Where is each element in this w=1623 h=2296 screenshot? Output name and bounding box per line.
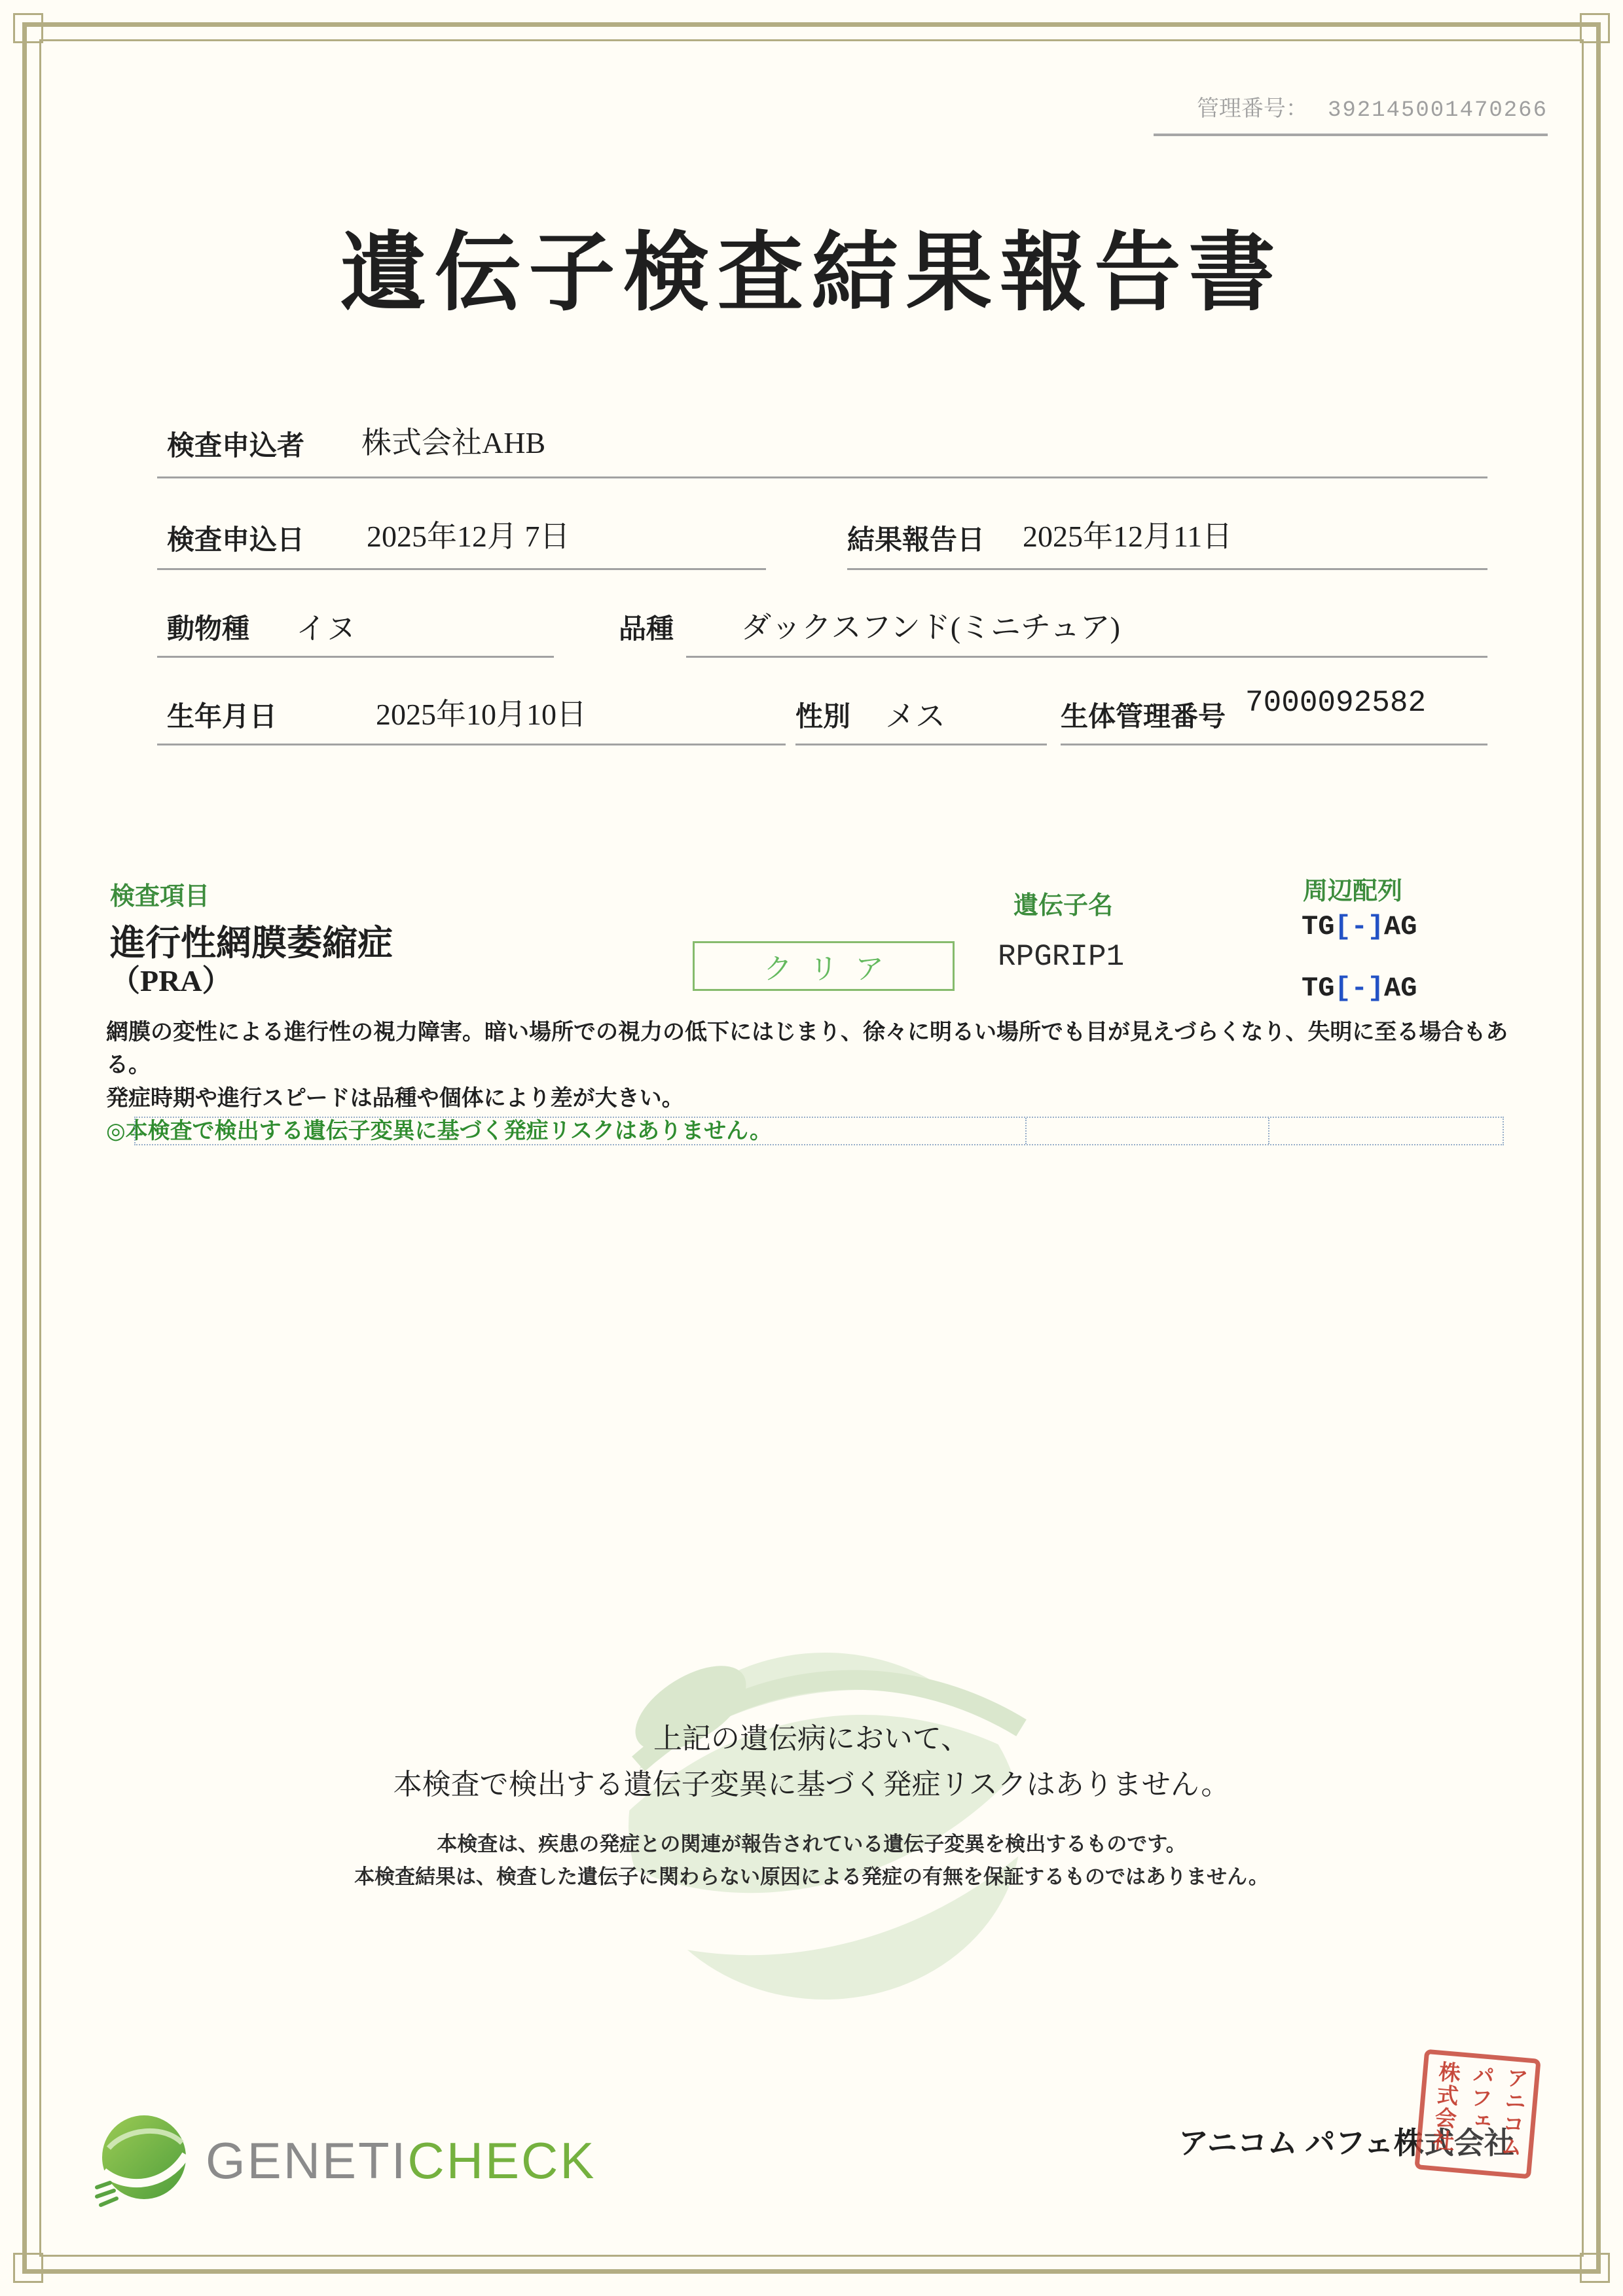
risk-note: ◎本検査で検出する遺伝子変異に基づく発症リスクはありません。 <box>106 1118 773 1143</box>
species-value: イヌ <box>296 612 356 645</box>
field-underline <box>686 656 1487 658</box>
sequence-variant: [-] <box>1334 911 1385 942</box>
sequence-line-1 <box>1302 911 1417 942</box>
sequence-variant: [-] <box>1334 973 1385 1004</box>
field-underline <box>157 476 1487 478</box>
sequence-suffix: AG <box>1384 973 1417 1004</box>
report-date-value: 2025年12月11日 <box>1023 520 1233 553</box>
management-number-block <box>1154 90 1548 136</box>
empty-row-divider <box>1268 1118 1269 1144</box>
report-date-label: 結果報告日 <box>847 526 985 556</box>
field-underline <box>157 656 554 658</box>
species-label: 動物種 <box>167 615 250 645</box>
sex-value: メス <box>885 700 945 733</box>
frame-corner-ornament <box>13 2253 43 2283</box>
disease-description-line1: 網膜の変性による進行性の視力障害。暗い場所での視力の低下にはじまり、徐々に明るい場所でも目が見えづらくなり、失明に至る場合もある。 <box>106 1020 1508 1078</box>
result-badge <box>693 941 955 991</box>
disease-description-line2: 発症時期や進行スピードは品種や個体により差が大きい。 <box>106 1085 684 1111</box>
sex-label: 性別 <box>795 702 851 732</box>
disease-abbreviation: （PRA） <box>110 964 232 997</box>
field-underline <box>157 744 786 745</box>
management-number-label: 管理番号： <box>1196 97 1308 121</box>
report-title: 遺伝子検査結果報告書 <box>340 225 1283 321</box>
result-badge-label: クリア <box>763 953 901 985</box>
sequence-header: 周辺配列 <box>1303 878 1403 905</box>
breed-value: ダックスフンド(ミニチュア) <box>741 611 1120 644</box>
management-number-value: 392145001470266 <box>1327 98 1548 123</box>
birthdate-label: 生年月日 <box>167 702 278 732</box>
geneticheck-logo-icon <box>92 2111 190 2210</box>
summary-note-2: 本検査結果は、検査した遺伝子に関わらない原因による発症の有無を保証するものではありません。 <box>354 1865 1269 1888</box>
animal-id-label: 生体管理番号 <box>1061 702 1226 732</box>
field-underline <box>847 568 1487 570</box>
geneticheck-watermark-icon <box>576 1610 1074 2029</box>
frame-corner-ornament <box>1580 13 1610 43</box>
application-date-value: 2025年12月 7日 <box>367 520 570 553</box>
disease-name: 進行性網膜萎縮症 <box>110 924 393 963</box>
seal-column: パフェ <box>1465 2062 1495 2134</box>
field-underline <box>795 744 1047 745</box>
geneticheck-wordmark <box>206 2131 596 2191</box>
summary-line-2: 本検査で検出する遺伝子変異に基づく発症リスクはありません。 <box>393 1768 1230 1801</box>
empty-row-divider <box>1025 1118 1027 1144</box>
sequence-prefix: TG <box>1302 911 1335 942</box>
field-underline <box>157 568 766 570</box>
applicant-label: 検査申込者 <box>167 431 305 461</box>
frame-corner-ornament <box>13 13 43 43</box>
wordmark-part-1: GENETI <box>206 2131 408 2189</box>
gene-name-value: RPGRIP1 <box>998 940 1125 974</box>
breed-label: 品種 <box>619 615 674 645</box>
company-name: アニコム パフェ株式会社 <box>1178 2126 1514 2160</box>
application-date-label: 検査申込日 <box>167 526 305 556</box>
summary-line-1: 上記の遺伝病において、 <box>653 1723 970 1755</box>
sequence-line-2 <box>1302 973 1417 1004</box>
sequence-prefix: TG <box>1302 973 1335 1004</box>
frame-corner-ornament <box>1580 2253 1610 2283</box>
sequence-suffix: AG <box>1384 911 1417 942</box>
gene-name-header: 遺伝子名 <box>1013 892 1114 920</box>
test-item-header: 検査項目 <box>110 883 210 910</box>
geneticheck-brand <box>92 2111 596 2210</box>
empty-result-row <box>134 1117 1504 1145</box>
field-underline <box>1061 744 1487 745</box>
birthdate-value: 2025年10月10日 <box>376 698 587 731</box>
summary-note-1: 本検査は、疾患の発症との関連が報告されている遺伝子変異を検出するものです。 <box>437 1833 1186 1856</box>
seal-column: アニコム <box>1496 2066 1528 2159</box>
company-seal-stamp <box>1414 2049 1541 2179</box>
animal-id-value: 7000092582 <box>1245 686 1427 720</box>
applicant-value: 株式会社AHB <box>361 426 546 459</box>
wordmark-part-2: CHECK <box>407 2131 596 2189</box>
seal-column: 株式会社 <box>1429 2060 1461 2153</box>
